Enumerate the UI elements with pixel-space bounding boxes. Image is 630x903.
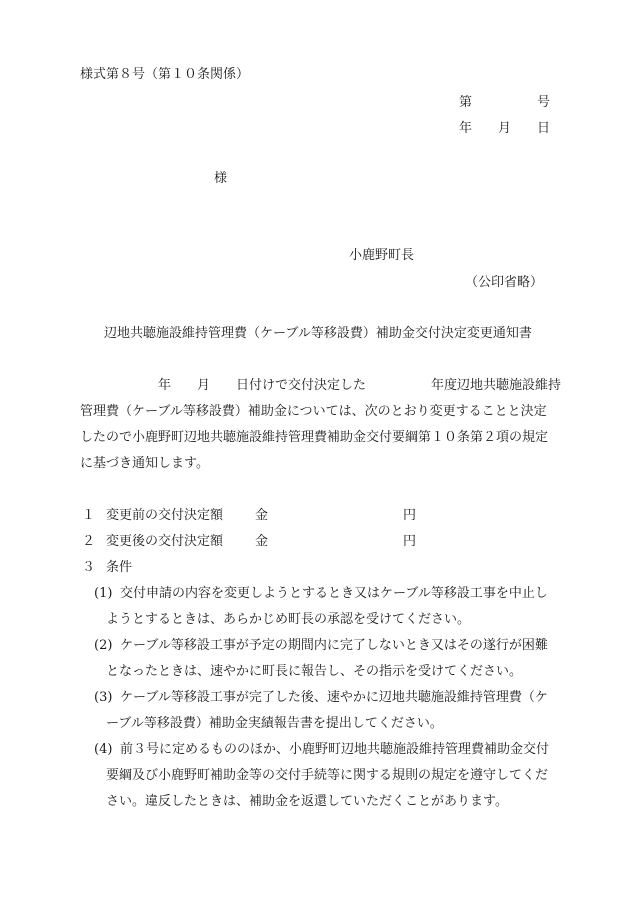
body-line: 年 月 日付けで交付決定した 年度辺地共聴施設維持 (80, 378, 562, 393)
item-number: ３ (82, 560, 96, 575)
condition-line: 交付申請の内容を変更しようとするとき又はケーブル等移設工事を中止し (120, 586, 548, 601)
addressee-suffix: 様 (214, 171, 228, 186)
item-label: 変更後の交付決定額 (106, 534, 224, 549)
seal-note: （公印省略） (465, 275, 544, 290)
condition-line: ーブル等移設費）補助金実績報告書を提出してください。 (106, 716, 443, 731)
body-line: に基づき通知します。 (80, 456, 209, 471)
condition-line: となったときは、速やかに町長に報告し、その指示を受けてください。 (106, 664, 523, 679)
condition-number: (1) (94, 586, 113, 601)
document-number: 第 号 (459, 95, 551, 110)
item-label: 変更前の交付決定額 (106, 508, 224, 523)
condition-line: ケーブル等移設工事が完了した後、速やかに辺地共聴施設維持管理費（ケ (120, 690, 548, 705)
condition-line: 要綱及び小鹿野町補助金等の交付手続等に関する規則の規定を遵守してくだ (106, 768, 549, 783)
issuer: 小鹿野町長 (349, 248, 415, 263)
condition-line: 前３号に定めるもののほか、小鹿野町辺地共聴施設維持管理費補助金交付 (120, 742, 550, 757)
amount-unit: 円 (403, 508, 417, 523)
body-line: 管理費（ケーブル等移設費）補助金については、次のとおり変更することと決定 (80, 404, 547, 419)
condition-number: (3) (94, 690, 113, 705)
amount-prefix: 金 (255, 534, 269, 549)
condition-number: (4) (94, 742, 113, 757)
condition-number: (2) (94, 638, 113, 653)
document-title: 辺地共聴施設維持管理費（ケーブル等移設費）補助金交付決定変更通知書 (104, 326, 532, 341)
condition-line: ようとするときは、あらかじめ町長の承認を受けてください。 (106, 612, 471, 627)
condition-line: ケーブル等移設工事が予定の期間内に完了しないとき又はその遂行が困難 (120, 638, 548, 653)
item-label: 条件 (106, 560, 133, 575)
condition-line: さい。違反したときは、補助金を返還していただくことがあります。 (106, 794, 508, 809)
form-label: 様式第８号（第１０条関係） (80, 67, 250, 82)
body-line: したので小鹿野町辺地共聴施設維持管理費補助金交付要綱第１０条第２項の規定 (80, 430, 549, 445)
item-number: ２ (82, 534, 96, 549)
amount-prefix: 金 (255, 508, 269, 523)
item-number: １ (82, 508, 96, 523)
amount-unit: 円 (403, 534, 417, 549)
document-date: 年 月 日 (459, 121, 551, 136)
